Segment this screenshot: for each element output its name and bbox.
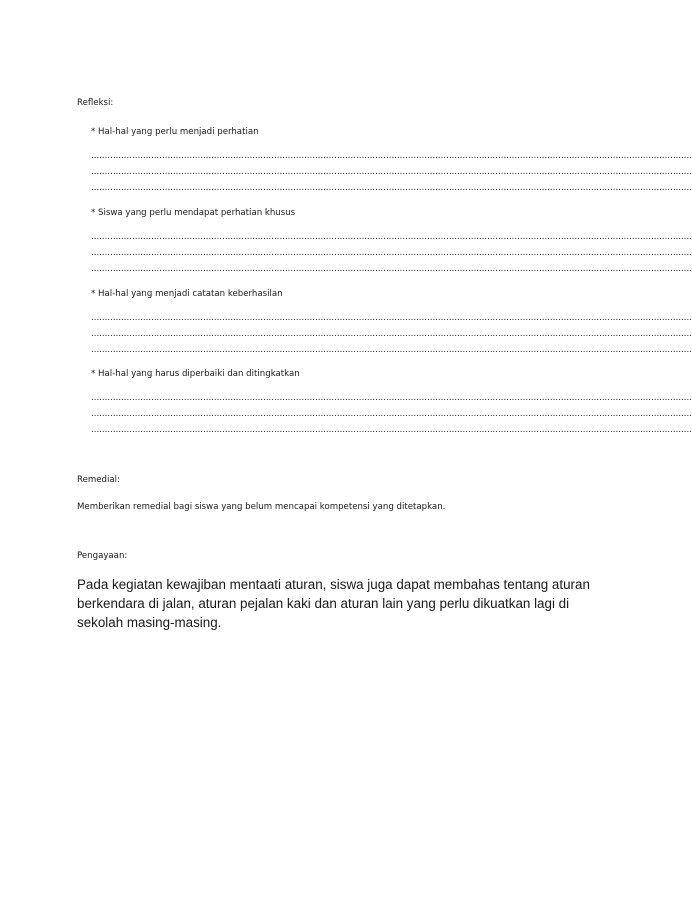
refleksi-item-1-title: * Hal-hal yang perlu menjadi perhatian	[91, 127, 259, 137]
fill-line: ............................................................................................................................................................................................................................	[91, 167, 692, 177]
fill-line: ............................................................................................................................................................................................................................	[91, 151, 692, 161]
refleksi-item-2-title: * Siswa yang perlu mendapat perhatian khusus	[91, 208, 296, 218]
fill-line: ............................................................................................................................................................................................................................	[91, 248, 692, 258]
fill-line: ............................................................................................................................................................................................................................	[91, 393, 692, 403]
fill-line: ............................................................................................................................................................................................................................	[91, 313, 692, 323]
pengayaan-heading: Pengayaan:	[77, 551, 128, 561]
fill-line: ............................................................................................................................................................................................................................	[91, 425, 692, 435]
remedial-heading: Remedial:	[77, 475, 120, 485]
remedial-text: Memberikan remedial bagi siswa yang belum mencapai kompetensi yang ditetapkan.	[77, 502, 446, 512]
refleksi-heading: Refleksi:	[77, 98, 114, 108]
fill-line: ............................................................................................................................................................................................................................	[91, 329, 692, 339]
fill-line: ............................................................................................................................................................................................................................	[91, 264, 692, 274]
fill-line: ............................................................................................................................................................................................................................	[91, 183, 692, 193]
fill-line: ............................................................................................................................................................................................................................	[91, 409, 692, 419]
refleksi-item-4-title: * Hal-hal yang harus diperbaiki dan ditingkatkan	[91, 369, 300, 379]
refleksi-item-3-title: * Hal-hal yang menjadi catatan keberhasilan	[91, 289, 283, 299]
pengayaan-text: Pada kegiatan kewajiban mentaati aturan, siswa juga dapat membahas tentang aturan berkendara di jalan, aturan pejalan kaki dan aturan lain yang perlu dikuatkan lagi di sekolah masing-masing.	[77, 577, 590, 630]
fill-line: ............................................................................................................................................................................................................................	[91, 232, 692, 242]
fill-line: ............................................................................................................................................................................................................................	[91, 345, 692, 355]
